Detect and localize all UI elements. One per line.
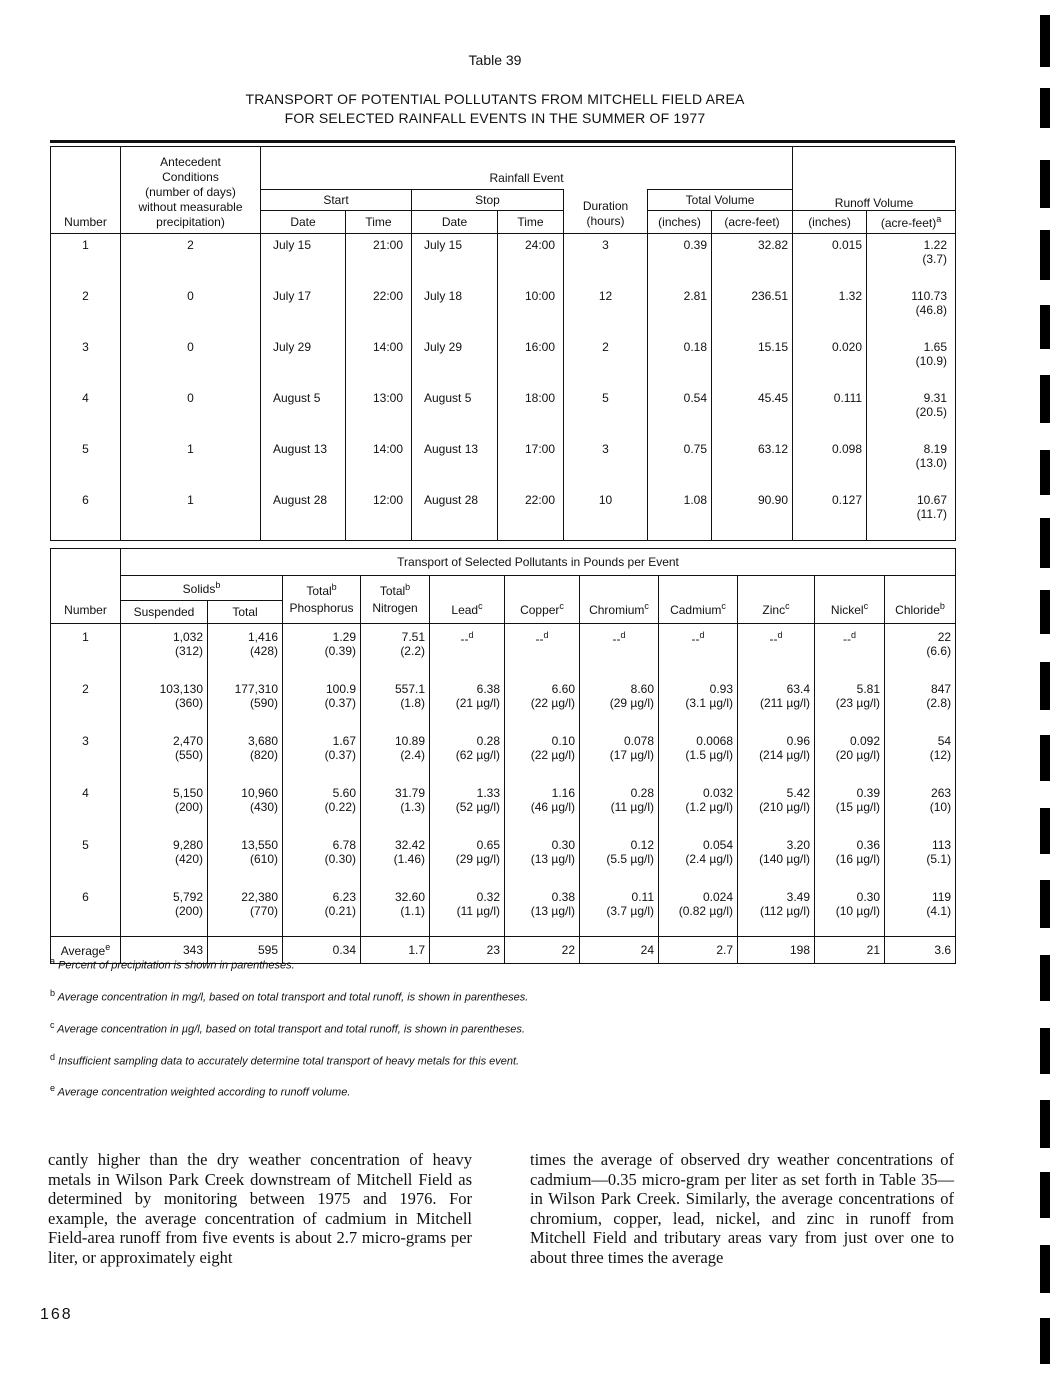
- cell-chloride: 22 (6.6): [926, 630, 952, 658]
- cell-total-acre-feet: 15.15: [712, 336, 793, 387]
- cell-antecedent: 0: [121, 336, 261, 387]
- page-number: 168: [40, 1306, 73, 1323]
- table-row: [51, 489, 956, 541]
- cell-duration: 2: [564, 336, 648, 387]
- cell-total-acre-feet: 236.51: [712, 285, 793, 336]
- cell-zinc: 3.49 (112 µg/l): [738, 884, 815, 937]
- cell-number: 5: [51, 438, 121, 489]
- cell-nitrogen: 7.51 (2.2): [361, 624, 430, 677]
- header-start-time: Time: [346, 211, 412, 234]
- cell-chloride: 119 (4.1): [926, 890, 952, 918]
- cell-start-date: July 15: [261, 234, 346, 286]
- header-total-acre-feet: (acre-feet): [712, 211, 793, 234]
- header-number: Number: [51, 147, 121, 234]
- cell-chromium: 0.28 (11 µg/l): [580, 780, 659, 832]
- cell-antecedent: 1: [121, 489, 261, 541]
- header-copper: Copper$^c$: [505, 576, 580, 624]
- cell-phosphorus: 6.78 (0.30): [283, 832, 361, 884]
- header-number: Number: [51, 576, 121, 624]
- cell-nickel: 5.81 (23 µg/l): [815, 676, 885, 728]
- footnote-d: $^d$ Insufficient sampling data to accurately determine total transport of heavy metals for this event.: [50, 1052, 520, 1068]
- cell-cadmium: 0.93 (3.1 µg/l): [659, 676, 738, 728]
- cell-start-time: 14:00: [346, 438, 412, 489]
- header-start-date: Date: [261, 211, 346, 234]
- cell-runoff-acre-feet: 10.67 (11.7): [916, 493, 948, 521]
- table-row: [51, 884, 956, 937]
- header-total-inches: (inches): [648, 211, 712, 234]
- cell-chloride: 54 (12): [929, 734, 952, 762]
- header-stop-date: Date: [412, 211, 498, 234]
- cell-copper: 6.60 (22 µg/l): [505, 676, 580, 728]
- average-nickel: 21: [815, 937, 885, 964]
- cell-zinc: --$^d$: [738, 624, 815, 677]
- header-stop-time: Time: [498, 211, 564, 234]
- cell-runoff-inches: 0.098: [793, 438, 867, 489]
- header-start: Start: [261, 190, 412, 211]
- cell-number: 1: [51, 234, 121, 286]
- header-total-volume: Total Volume: [648, 190, 793, 211]
- heading-rule: [50, 140, 955, 143]
- cell-stop-time: 17:00: [498, 438, 564, 489]
- cell-start-date: July 29: [261, 336, 346, 387]
- header-solids: Solids$^b$: [121, 576, 283, 601]
- average-lead: 23: [430, 937, 505, 964]
- cell-total-acre-feet: 45.45: [712, 387, 793, 438]
- cell-stop-time: 16:00: [498, 336, 564, 387]
- cell-nitrogen: 32.60 (1.1): [361, 884, 430, 937]
- cell-stop-time: 18:00: [498, 387, 564, 438]
- cell-zinc: 0.96 (214 µg/l): [738, 728, 815, 780]
- cell-nickel: 0.36 (16 µg/l): [815, 832, 885, 884]
- cell-number: 3: [51, 336, 121, 387]
- cell-suspended: 5,150 (200): [121, 780, 208, 832]
- cell-lead: 0.32 (11 µg/l): [430, 884, 505, 937]
- cell-total-inches: 1.08: [648, 489, 712, 541]
- table-number: Table 39: [468, 52, 522, 68]
- average-copper: 22: [505, 937, 580, 964]
- header-nickel: Nickel$^c$: [815, 576, 885, 624]
- footnote-c: $^c$ Average concentration in µg/l, based on total transport and total runoff, is shown in parentheses.: [50, 1020, 525, 1036]
- table-row: [51, 234, 956, 286]
- cell-chromium: 0.11 (3.7 µg/l): [580, 884, 659, 937]
- cell-cadmium: --$^d$: [659, 624, 738, 677]
- cell-nitrogen: 32.42 (1.46): [361, 832, 430, 884]
- cell-runoff-acre-feet: 8.19 (13.0): [915, 442, 948, 470]
- cell-stop-date: July 15: [412, 234, 498, 286]
- average-total-solids: 595: [208, 937, 283, 964]
- footnote-b: $^b$ Average concentration in mg/l, based on total transport and total runoff, is shown in parentheses.: [50, 988, 529, 1004]
- cell-total-inches: 0.75: [648, 438, 712, 489]
- cell-stop-date: August 13: [412, 438, 498, 489]
- cell-cadmium: 0.024 (0.82 µg/l): [659, 884, 738, 937]
- cell-runoff-inches: 0.015: [793, 234, 867, 286]
- cell-copper: 0.38 (13 µg/l): [505, 884, 580, 937]
- cell-runoff-acre-feet: 110.73 (46.8): [911, 289, 948, 317]
- header-transport: Transport of Selected Pollutants in Pounds per Event: [121, 549, 956, 576]
- average-phosphorus: 0.34: [283, 937, 361, 964]
- table-row: [51, 285, 956, 336]
- cell-stop-date: August 28: [412, 489, 498, 541]
- cell-number: 1: [51, 624, 121, 677]
- cell-lead: 0.65 (29 µg/l): [430, 832, 505, 884]
- header-rainfall-event: Rainfall Event: [489, 171, 564, 185]
- footnote-e: $^e$ Average concentration weighted according to runoff volume.: [50, 1083, 351, 1099]
- cell-stop-date: July 18: [412, 285, 498, 336]
- cell-phosphorus: 1.29 (0.39): [283, 624, 361, 677]
- cell-antecedent: 0: [121, 285, 261, 336]
- cell-antecedent: 2: [121, 234, 261, 286]
- cell-total-inches: 0.39: [648, 234, 712, 286]
- cell-lead: --$^d$: [430, 624, 505, 677]
- cell-chloride: 113 (5.1): [926, 838, 952, 866]
- cell-copper: 0.10 (22 µg/l): [505, 728, 580, 780]
- cell-total-acre-feet: 90.90: [712, 489, 793, 541]
- cell-antecedent: 1: [121, 438, 261, 489]
- cell-nickel: 0.39 (15 µg/l): [815, 780, 885, 832]
- cell-number: 4: [51, 387, 121, 438]
- cell-start-time: 13:00: [346, 387, 412, 438]
- cell-number: 2: [51, 285, 121, 336]
- cell-duration: 3: [564, 438, 648, 489]
- average-zinc: 198: [738, 937, 815, 964]
- header-runoff-volume: Runoff Volume: [834, 195, 914, 210]
- header-zinc: Zinc$^c$: [738, 576, 815, 624]
- cell-runoff-inches: 0.020: [793, 336, 867, 387]
- cell-lead: 0.28 (62 µg/l): [430, 728, 505, 780]
- cell-total-acre-feet: 32.82: [712, 234, 793, 286]
- cell-zinc: 5.42 (210 µg/l): [738, 780, 815, 832]
- cell-stop-time: 24:00: [498, 234, 564, 286]
- cell-start-time: 12:00: [346, 489, 412, 541]
- body-text-left: cantly higher than the dry weather concentration of heavy metals in Wilson Park Creek downstream of Mitchell Field as determined by monitoring between 1975 and 1976. For example, the average concentration of cadmium in Mitchell Field-area runoff from five events is about 2.7 micro-grams per liter, or approximately eight: [48, 1150, 472, 1267]
- average-label: Average$^e$: [51, 937, 121, 964]
- rainfall-events-table: [50, 146, 956, 541]
- header-total-nitrogen: Total$^b$ Nitrogen: [361, 576, 430, 624]
- table-row: [51, 387, 956, 438]
- header-suspended: Suspended: [121, 601, 208, 624]
- pollutant-transport-table: [50, 548, 956, 964]
- header-antecedent: Antecedent Conditions (number of days) without measurable precipitation): [121, 147, 261, 234]
- body-text-right: times the average of observed dry weather concentrations of cadmium—0.35 micro-gram per liter as set forth in Table 35—in Wilson Park Creek. Similarly, the average concentrations of chromium, copper, lead, nickel, and zinc in runoff from Mitchell Field and tributary areas vary from just over one to about three times the average: [530, 1150, 954, 1267]
- cell-total-solids: 13,550 (610): [208, 832, 283, 884]
- cell-copper: --$^d$: [505, 624, 580, 677]
- header-chromium: Chromium$^c$: [580, 576, 659, 624]
- cell-runoff-inches: 0.127: [793, 489, 867, 541]
- cell-duration: 3: [564, 234, 648, 286]
- cell-stop-date: July 29: [412, 336, 498, 387]
- table-row: [51, 438, 956, 489]
- cell-total-solids: 1,416 (428): [208, 624, 283, 677]
- header-runoff-acre-feet: (acre-feet)$^a$: [867, 211, 956, 234]
- header-total-phosphorus: Total$^b$ Phosphorus: [283, 576, 361, 624]
- cell-chromium: 0.12 (5.5 µg/l): [580, 832, 659, 884]
- cell-total-solids: 22,380 (770): [208, 884, 283, 937]
- cell-number: 4: [51, 780, 121, 832]
- cell-total-inches: 2.81: [648, 285, 712, 336]
- cell-stop-date: August 5: [412, 387, 498, 438]
- cell-start-date: July 17: [261, 285, 346, 336]
- cell-chromium: 8.60 (29 µg/l): [580, 676, 659, 728]
- cell-duration: 10: [564, 489, 648, 541]
- cell-cadmium: 0.054 (2.4 µg/l): [659, 832, 738, 884]
- cell-total-solids: 177,310 (590): [208, 676, 283, 728]
- table-row: [51, 728, 956, 780]
- cell-runoff-acre-feet: 9.31 (20.5): [915, 391, 948, 419]
- cell-nitrogen: 31.79 (1.3): [361, 780, 430, 832]
- cell-copper: 1.16 (46 µg/l): [505, 780, 580, 832]
- average-cadmium: 2.7: [659, 937, 738, 964]
- cell-number: 5: [51, 832, 121, 884]
- header-stop: Stop: [412, 190, 564, 211]
- cell-start-date: August 28: [261, 489, 346, 541]
- cell-start-date: August 5: [261, 387, 346, 438]
- cell-chloride: 847 (2.8): [926, 682, 952, 710]
- table-row: [51, 780, 956, 832]
- cell-nickel: 0.092 (20 µg/l): [815, 728, 885, 780]
- cell-phosphorus: 1.67 (0.37): [283, 728, 361, 780]
- cell-runoff-inches: 0.111: [793, 387, 867, 438]
- cell-lead: 1.33 (52 µg/l): [430, 780, 505, 832]
- cell-runoff-inches: 1.32: [793, 285, 867, 336]
- cell-phosphorus: 6.23 (0.21): [283, 884, 361, 937]
- cell-nickel: 0.30 (10 µg/l): [815, 884, 885, 937]
- cell-runoff-acre-feet: 1.65 (10.9): [915, 340, 948, 368]
- table-row: [51, 624, 956, 677]
- table-row: [51, 832, 956, 884]
- cell-suspended: 5,792 (200): [121, 884, 208, 937]
- header-cadmium: Cadmium$^c$: [659, 576, 738, 624]
- cell-cadmium: 0.032 (1.2 µg/l): [659, 780, 738, 832]
- cell-cadmium: 0.0068 (1.5 µg/l): [659, 728, 738, 780]
- cell-runoff-acre-feet: 1.22 (3.7): [922, 238, 948, 266]
- cell-zinc: 3.20 (140 µg/l): [738, 832, 815, 884]
- average-chromium: 24: [580, 937, 659, 964]
- cell-phosphorus: 5.60 (0.22): [283, 780, 361, 832]
- heading-line-2: FOR SELECTED RAINFALL EVENTS IN THE SUMMER OF 1977: [284, 110, 706, 126]
- cell-duration: 5: [564, 387, 648, 438]
- average-suspended: 343: [121, 937, 208, 964]
- table-heading: [0, 90, 990, 128]
- cell-antecedent: 0: [121, 387, 261, 438]
- cell-number: 2: [51, 676, 121, 728]
- heading-line-1: TRANSPORT OF POTENTIAL POLLUTANTS FROM MITCHELL FIELD AREA: [245, 91, 745, 107]
- cell-duration: 12: [564, 285, 648, 336]
- cell-nickel: --$^d$: [815, 624, 885, 677]
- cell-total-acre-feet: 63.12: [712, 438, 793, 489]
- cell-number: 6: [51, 884, 121, 937]
- cell-nitrogen: 557.1 (1.8): [361, 676, 430, 728]
- header-lead: Lead$^c$: [430, 576, 505, 624]
- cell-stop-time: 22:00: [498, 489, 564, 541]
- cell-nitrogen: 10.89 (2.4): [361, 728, 430, 780]
- header-chloride: Chloride$^b$: [895, 601, 945, 617]
- cell-chloride: 263 (10): [929, 786, 952, 814]
- cell-phosphorus: 100.9 (0.37): [283, 676, 361, 728]
- cell-lead: 6.38 (21 µg/l): [430, 676, 505, 728]
- cell-total-solids: 3,680 (820): [208, 728, 283, 780]
- table-row: [51, 676, 956, 728]
- header-duration: Duration (hours): [564, 190, 648, 234]
- cell-start-time: 14:00: [346, 336, 412, 387]
- cell-suspended: 2,470 (550): [121, 728, 208, 780]
- table-row: [51, 336, 956, 387]
- average-chloride: 3.6: [934, 943, 952, 957]
- cell-zinc: 63.4 (211 µg/l): [738, 676, 815, 728]
- cell-copper: 0.30 (13 µg/l): [505, 832, 580, 884]
- header-runoff-inches: (inches): [793, 211, 867, 234]
- cell-stop-time: 10:00: [498, 285, 564, 336]
- footnote-a: $^a$ Percent of precipitation is shown in parentheses.: [50, 956, 295, 972]
- average-nitrogen: 1.7: [361, 937, 430, 964]
- cell-start-date: August 13: [261, 438, 346, 489]
- cell-suspended: 103,130 (360): [121, 676, 208, 728]
- cell-number: 3: [51, 728, 121, 780]
- cell-total-inches: 0.18: [648, 336, 712, 387]
- cell-number: 6: [51, 489, 121, 541]
- cell-chromium: 0.078 (17 µg/l): [580, 728, 659, 780]
- cell-suspended: 9,280 (420): [121, 832, 208, 884]
- cell-start-time: 22:00: [346, 285, 412, 336]
- cell-total-solids: 10,960 (430): [208, 780, 283, 832]
- cell-chromium: --$^d$: [580, 624, 659, 677]
- cell-total-inches: 0.54: [648, 387, 712, 438]
- header-solids-total: Total: [208, 601, 283, 624]
- cell-suspended: 1,032 (312): [121, 624, 208, 677]
- cell-start-time: 21:00: [346, 234, 412, 286]
